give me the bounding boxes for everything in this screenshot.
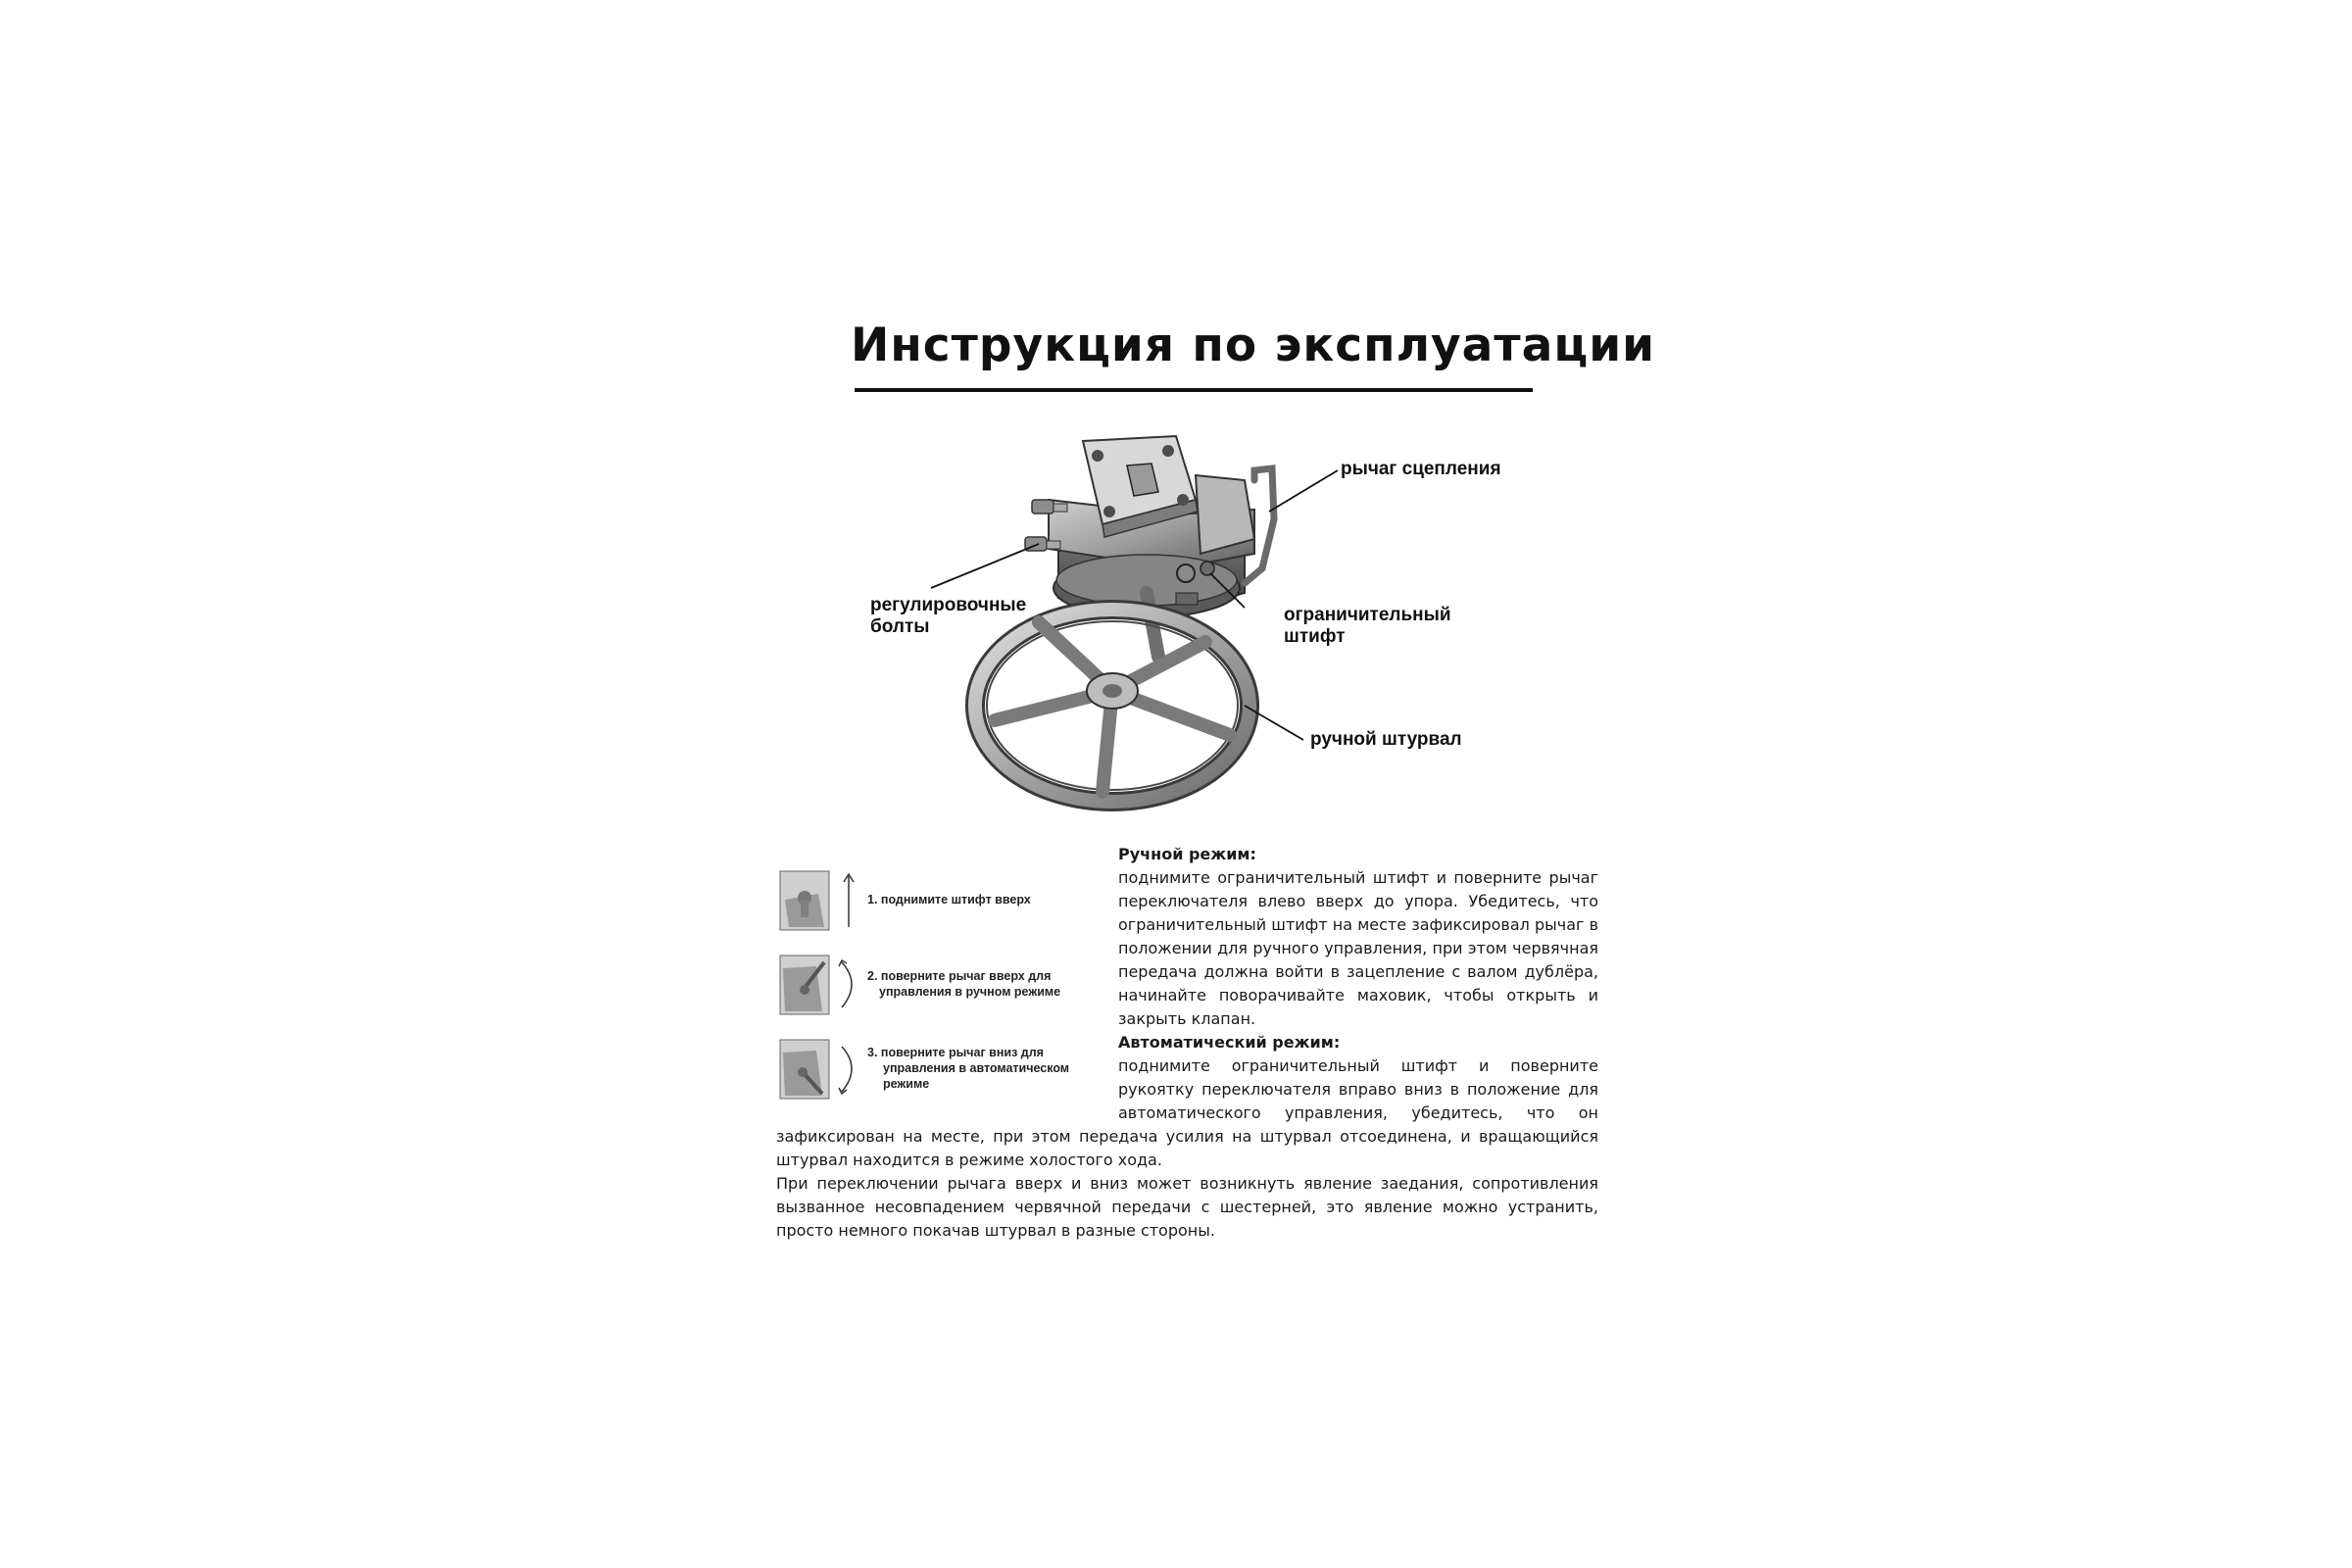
auto-mode-heading: Автоматический режим: [1118, 1033, 1341, 1052]
auto-mode-text-part1: поднимите ограничительный штифт и поверните рукоятку переключателя вправо вниз в положение для автоматического управления, убедитесь, что он [1118, 1056, 1598, 1122]
arc-arrow-icon [836, 955, 861, 1015]
label-handwheel: ручной штурвал [1310, 729, 1462, 750]
step-2-text-line2: управления в ручном режиме [879, 985, 1061, 999]
jamming-note: При переключении рычага вверх и вниз может возникнуть явление заедания, сопротивления вызванное несовпадением червячной передачи с шестерней, это явление можно устранить, просто немного покачав штурвал в разные стороны. [776, 1174, 1598, 1240]
step-3-text-line3: режиме [883, 1077, 930, 1091]
lever-up-icon [779, 955, 830, 1015]
step-3-text-line1: 3. поверните рычаг вниз для [867, 1046, 1044, 1059]
mode-instructions [1118, 843, 1598, 1125]
step-2 [779, 955, 1093, 1017]
step-2-text-line1: 2. поверните рычаг вверх для [867, 969, 1052, 983]
mode-switch-steps [779, 862, 1093, 1117]
step-3 [779, 1039, 1093, 1102]
title-underline [855, 388, 1533, 392]
label-clutch-lever: рычаг сцепления [1341, 459, 1501, 479]
step-1 [779, 870, 1093, 933]
manual-mode-text: поднимите ограничительный штифт и поверните рычаг переключателя влево вверх до упора. Убедитесь, что ограничительный штифт на месте зафиксировал рычаг в положении для ручного управления, при этом червячная передача должна войти в зацепление с валом дублёра, начинайте поворачивайте маховик, чтобы открыть и закрыть клапан. [1118, 868, 1598, 1028]
continued-instructions [776, 1125, 1598, 1243]
manual-mode-heading: Ручной режим: [1118, 845, 1256, 863]
auto-mode-text-part2: зафиксирован на месте, при этом передача усилия на штурвал отсоединена, и вращающийся штурвал находится в режиме холостого хода. [776, 1127, 1598, 1169]
arc-arrow-icon [836, 1039, 861, 1100]
arrow-up-icon [836, 870, 861, 931]
page-title: Инструкция по эксплуатации [851, 318, 1656, 372]
step-1-text: 1. поднимите штифт вверх [867, 893, 1031, 906]
label-stop-pin: ограничительный штифт [1284, 605, 1451, 647]
handwheel [975, 610, 1250, 802]
lift-pin-icon [779, 870, 830, 931]
label-adjusting-bolts: регулировочные болты [870, 595, 1027, 637]
step-3-text-line2: управления в автоматическом [883, 1061, 1070, 1075]
lever-down-icon [779, 1039, 830, 1100]
